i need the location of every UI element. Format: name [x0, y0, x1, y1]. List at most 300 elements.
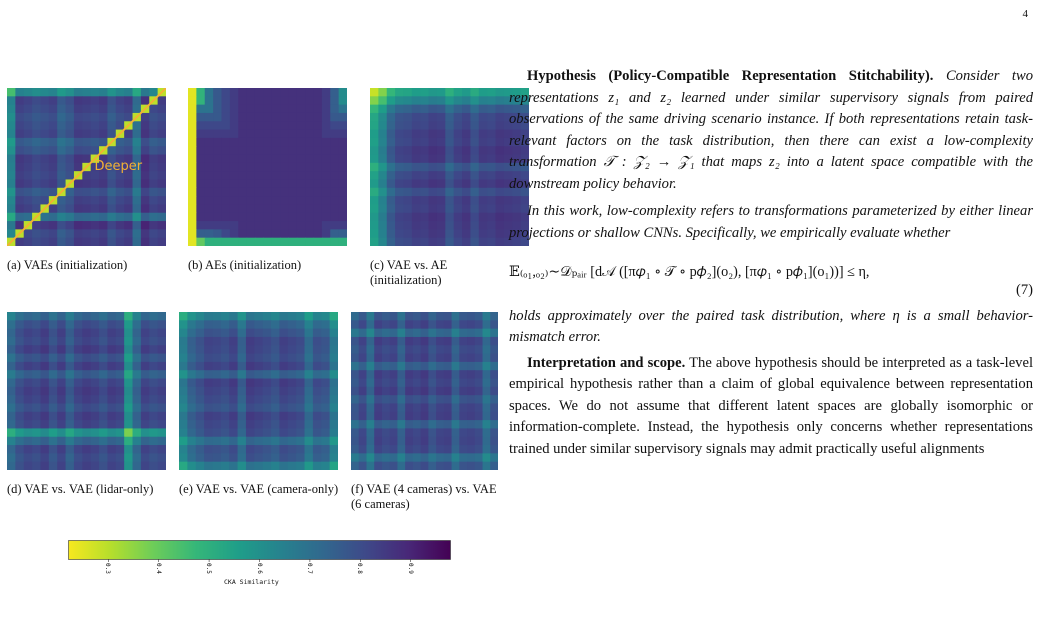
- heatmap-cell: [271, 395, 280, 404]
- heatmap-svg: [7, 312, 166, 470]
- heatmap-cell: [390, 320, 398, 329]
- heatmap-cell: [305, 420, 314, 429]
- heatmap-cell: [405, 362, 413, 371]
- heatmap-cell: [49, 320, 58, 329]
- heatmap-cell: [467, 437, 475, 446]
- heatmap-cell: [32, 179, 41, 188]
- heatmap-cell: [116, 138, 125, 147]
- heatmap-cell: [221, 105, 230, 114]
- heatmap-cell: [179, 428, 188, 437]
- heatmap-cell: [496, 138, 505, 147]
- heatmap-cell: [213, 96, 222, 105]
- heatmap-cell: [221, 238, 230, 246]
- heatmap-cell: [124, 179, 133, 188]
- heatmap-cell: [475, 362, 483, 371]
- heatmap-cell: [158, 354, 166, 363]
- heatmap-cell: [196, 88, 205, 97]
- heatmap-cell: [255, 204, 264, 213]
- heatmap-cell: [66, 345, 75, 354]
- heatmap-cell: [32, 428, 41, 437]
- heatmap-cell: [378, 229, 387, 238]
- heatmap-cell: [158, 238, 166, 246]
- heatmap-cell: [179, 387, 188, 396]
- heatmap-cell: [99, 362, 108, 371]
- heatmap-cell: [82, 370, 91, 379]
- heatmap-cell: [32, 412, 41, 421]
- heatmap-cell: [133, 312, 142, 321]
- heatmap-cell: [271, 320, 280, 329]
- heatmap-cell: [15, 362, 24, 371]
- heatmap-cell: [24, 395, 33, 404]
- heatmap-cell: [297, 163, 306, 172]
- heatmap-cell: [74, 221, 83, 230]
- heatmap-cell: [149, 138, 158, 147]
- heatmap-cell: [403, 213, 412, 222]
- heatmap-cell: [158, 370, 166, 379]
- heatmap-cell: [496, 130, 505, 139]
- heatmap-cell: [158, 188, 166, 197]
- heatmap-cell: [221, 221, 230, 230]
- heatmap-cell: [297, 155, 306, 164]
- heatmap-cell: [395, 213, 404, 222]
- heatmap-cell: [196, 229, 205, 238]
- heatmap-cell: [15, 462, 24, 470]
- heatmap-cell: [255, 146, 264, 155]
- heatmap-cell: [378, 221, 387, 230]
- heatmap-cell: [428, 403, 436, 412]
- heatmap-cell: [238, 337, 247, 346]
- heatmap-cell: [263, 329, 272, 338]
- heatmap-cell: [99, 312, 108, 321]
- heatmap-cell: [403, 138, 412, 147]
- heatmap-cell: [496, 204, 505, 213]
- heatmap-cell: [454, 130, 463, 139]
- heatmap-cell: [462, 229, 471, 238]
- heatmap-cell: [462, 88, 471, 97]
- heatmap-cell: [445, 138, 454, 147]
- heatmap-cell: [413, 445, 421, 454]
- heatmap-cell: [246, 428, 255, 437]
- heatmap-cell: [49, 329, 58, 338]
- heatmap-cell: [437, 213, 446, 222]
- heatmap-cell: [40, 462, 49, 470]
- heatmap-cell: [40, 105, 49, 114]
- heatmap-cell: [124, 105, 133, 114]
- heatmap-cell: [322, 238, 331, 246]
- heatmap-cell: [467, 354, 475, 363]
- heatmap-cell: [74, 138, 83, 147]
- heatmap-cell: [32, 462, 41, 470]
- heatmap-cell: [221, 196, 230, 205]
- heatmap-cell: [124, 403, 133, 412]
- heatmap-cell: [107, 196, 116, 205]
- heatmap-cell: [387, 130, 396, 139]
- heatmap-cell: [196, 370, 205, 379]
- heatmap-cell: [459, 370, 467, 379]
- heatmap-cell: [158, 105, 166, 114]
- heatmap-cell: [99, 370, 108, 379]
- heatmap-cell: [74, 96, 83, 105]
- heatmap-cell: [221, 113, 230, 122]
- heatmap-cell: [196, 320, 205, 329]
- heatmap-cell: [483, 395, 491, 404]
- heatmap-cell: [40, 188, 49, 197]
- heatmap-cell: [246, 420, 255, 429]
- heatmap-cell: [74, 428, 83, 437]
- heatmap-cell: [330, 445, 338, 454]
- heatmap-cell: [32, 196, 41, 205]
- page-number: 4: [1022, 8, 1028, 20]
- heatmap-cell: [330, 370, 338, 379]
- heatmap-cell: [238, 370, 247, 379]
- heatmap-cell: [397, 462, 405, 470]
- heatmap-cell: [387, 138, 396, 147]
- heatmap-cell: [32, 221, 41, 230]
- heatmap-cell: [57, 420, 66, 429]
- heatmap-cell: [263, 337, 272, 346]
- heatmap-cell: [452, 403, 460, 412]
- heatmap-cell: [297, 138, 306, 147]
- heatmap-cell: [15, 370, 24, 379]
- heatmap-cell: [32, 395, 41, 404]
- heatmap-cell: [15, 320, 24, 329]
- heatmap-cell: [279, 312, 288, 321]
- heatmap-cell: [351, 428, 359, 437]
- heatmap-cell: [288, 88, 297, 97]
- heatmap-cell: [370, 105, 379, 114]
- heatmap-cell: [483, 329, 491, 338]
- heatmap-cell: [7, 370, 16, 379]
- heatmap-cell: [313, 403, 322, 412]
- heatmap-cell: [57, 155, 66, 164]
- heatmap-cell: [467, 312, 475, 321]
- heatmap-cell: [305, 96, 314, 105]
- heatmap-cell: [412, 171, 421, 180]
- heatmap-cell: [179, 437, 188, 446]
- heatmap-cell: [24, 163, 33, 172]
- heatmap-cell: [158, 171, 166, 180]
- heatmap-cell: [124, 312, 133, 321]
- heatmap-cell: [413, 453, 421, 462]
- heatmap-cell: [188, 229, 197, 238]
- heatmap-cell: [196, 179, 205, 188]
- heatmap-cell: [459, 329, 467, 338]
- heatmap-cell: [444, 420, 452, 429]
- heatmap-cell: [187, 387, 196, 396]
- heatmap-cell: [454, 229, 463, 238]
- heatmap-cell: [254, 370, 263, 379]
- heatmap-cell: [187, 437, 196, 446]
- heatmap-cell: [133, 88, 142, 97]
- heatmap-cell: [263, 146, 272, 155]
- heatmap-cell: [297, 121, 306, 130]
- heatmap-cell: [133, 395, 142, 404]
- heatmap-cell: [158, 412, 166, 421]
- heatmap-cell: [91, 462, 100, 470]
- heatmap-cell: [459, 420, 467, 429]
- heatmap-cell: [116, 179, 125, 188]
- heatmap-cell: [213, 229, 222, 238]
- heatmap-cell: [40, 395, 49, 404]
- heatmap-cell: [421, 453, 429, 462]
- heatmap-cell: [378, 196, 387, 205]
- heatmap-cell: [74, 462, 83, 470]
- heatmap-cell: [82, 387, 91, 396]
- heatmap-cell: [149, 412, 158, 421]
- heatmap-cell: [66, 130, 75, 139]
- heatmap-cell: [272, 171, 281, 180]
- heatmap-cell: [374, 403, 382, 412]
- heatmap-cell: [179, 370, 188, 379]
- heatmap-cell: [382, 379, 390, 388]
- heatmap-cell: [321, 412, 330, 421]
- heatmap-cell: [437, 171, 446, 180]
- heatmap-cell: [238, 462, 247, 470]
- heatmap-cell: [403, 204, 412, 213]
- heatmap-cell: [459, 379, 467, 388]
- heatmap-cell: [374, 445, 382, 454]
- heatmap-cell: [305, 395, 314, 404]
- heatmap-cell: [462, 96, 471, 105]
- heatmap-cell: [49, 171, 58, 180]
- heatmap-cell: [263, 105, 272, 114]
- heatmap-cell: [475, 370, 483, 379]
- heatmap-cell: [445, 96, 454, 105]
- heatmap-cell: [66, 420, 75, 429]
- heatmap-cell: [279, 362, 288, 371]
- heatmap-cell: [445, 179, 454, 188]
- heatmap-cell: [124, 238, 133, 246]
- heatmap-cell: [99, 179, 108, 188]
- heatmap-cell: [205, 121, 214, 130]
- heatmap-cell: [230, 130, 239, 139]
- heatmap-cell: [420, 138, 429, 147]
- heatmap-cell: [247, 105, 256, 114]
- heatmap-cell: [490, 320, 498, 329]
- heatmap-cell: [263, 163, 272, 172]
- colorbar-label: CKA Similarity: [224, 578, 279, 586]
- heatmap-cell: [141, 420, 150, 429]
- heatmap-cell: [490, 312, 498, 321]
- heatmap-cell: [330, 345, 338, 354]
- heatmap-cell: [470, 221, 479, 230]
- heatmap-cell: [370, 188, 379, 197]
- heatmap-cell: [40, 329, 49, 338]
- heatmap-cell: [339, 121, 347, 130]
- heatmap-cell: [387, 113, 396, 122]
- heatmap-cell: [459, 462, 467, 470]
- heatmap-cell: [57, 445, 66, 454]
- heatmap-cell: [395, 179, 404, 188]
- heatmap-cell: [305, 171, 314, 180]
- heatmap-cell: [196, 113, 205, 122]
- heatmap-cell: [49, 395, 58, 404]
- heatmap-cell: [321, 428, 330, 437]
- heatmap-cell: [7, 221, 16, 230]
- heatmap-cell: [15, 138, 24, 147]
- heatmap-cell: [437, 163, 446, 172]
- heatmap-cell: [313, 462, 322, 470]
- heatmap-cell: [382, 362, 390, 371]
- heatmap-cell: [382, 420, 390, 429]
- heatmap-cell: [254, 320, 263, 329]
- heatmap-cell: [238, 387, 247, 396]
- heatmap-cell: [279, 437, 288, 446]
- heatmap-cell: [475, 445, 483, 454]
- heatmap-cell: [205, 130, 214, 139]
- heatmap-cell: [149, 179, 158, 188]
- heatmap-cell: [470, 229, 479, 238]
- heatmap-cell: [296, 362, 305, 371]
- heatmap-cell: [330, 171, 339, 180]
- heatmap-cell: [15, 379, 24, 388]
- heatmap-cell: [390, 428, 398, 437]
- heatmap-cell: [40, 121, 49, 130]
- heatmap-cell: [428, 387, 436, 396]
- heatmap-cell: [91, 179, 100, 188]
- heatmap-cell: [390, 412, 398, 421]
- heatmap-cell: [116, 229, 125, 238]
- heatmap-cell: [263, 238, 272, 246]
- heatmap-cell: [462, 213, 471, 222]
- heatmap-cell: [141, 204, 150, 213]
- heatmap-cell: [7, 146, 16, 155]
- heatmap-cell: [454, 221, 463, 230]
- heatmap-cell: [272, 88, 281, 97]
- heatmap-cell: [444, 320, 452, 329]
- heatmap-cell: [288, 312, 297, 321]
- heatmap-cell: [272, 229, 281, 238]
- heatmap-cell: [24, 329, 33, 338]
- heatmap-cell: [116, 387, 125, 396]
- heatmap-cell: [133, 437, 142, 446]
- heatmap-cell: [40, 229, 49, 238]
- heatmap-cell: [403, 188, 412, 197]
- heatmap-cell: [149, 105, 158, 114]
- heatmap-cell: [133, 462, 142, 470]
- heatmap-cell: [462, 221, 471, 230]
- heatmap-cell: [255, 130, 264, 139]
- heatmap-cell: [221, 437, 230, 446]
- heatmap-cell: [366, 462, 374, 470]
- heatmap-cell: [205, 113, 214, 122]
- heatmap-cell: [82, 213, 91, 222]
- heatmap-cell: [330, 96, 339, 105]
- heatmap-cell: [221, 155, 230, 164]
- heatmap-cell: [158, 395, 166, 404]
- heatmap-cell: [32, 420, 41, 429]
- heatmap-cell: [412, 155, 421, 164]
- heatmap-cell: [158, 146, 166, 155]
- heatmap-cell: [459, 412, 467, 421]
- heatmap-cell: [254, 445, 263, 454]
- heatmap-cell: [314, 229, 323, 238]
- heatmap-cell: [179, 412, 188, 421]
- heatmap-cell: [272, 204, 281, 213]
- heatmap-cell: [74, 146, 83, 155]
- heatmap-cell: [421, 420, 429, 429]
- heatmap-cell: [40, 113, 49, 122]
- heatmap-cell: [149, 345, 158, 354]
- heatmap-cell: [32, 453, 41, 462]
- heatmap-cell: [149, 362, 158, 371]
- heatmap-cell: [305, 412, 314, 421]
- heatmap-cell: [133, 412, 142, 421]
- heatmap-cell: [230, 204, 239, 213]
- heatmap-cell: [296, 445, 305, 454]
- heatmap-cell: [330, 387, 338, 396]
- heatmap-cell: [99, 462, 108, 470]
- heatmap-cell: [351, 412, 359, 421]
- heatmap-cell: [487, 179, 496, 188]
- heatmap-cell: [107, 213, 116, 222]
- heatmap-cell: [82, 196, 91, 205]
- heatmap-cell: [133, 329, 142, 338]
- heatmap-cell: [32, 229, 41, 238]
- caption-b: (b) AEs (initialization): [188, 258, 302, 272]
- heatmap-cell: [420, 146, 429, 155]
- heatmap-cell: [305, 121, 314, 130]
- heatmap-cell: [395, 155, 404, 164]
- heatmap-cell: [429, 105, 438, 114]
- heatmap-cell: [238, 196, 247, 205]
- heatmap-cell: [330, 420, 338, 429]
- heatmap-cell: [188, 221, 197, 230]
- heatmap-cell: [330, 155, 339, 164]
- heatmap-cell: [313, 445, 322, 454]
- heatmap-cell: [57, 345, 66, 354]
- heatmap-cell: [107, 329, 116, 338]
- heatmap-cell: [475, 345, 483, 354]
- heatmap-cell: [397, 312, 405, 321]
- heatmap-cell: [91, 146, 100, 155]
- heatmap-cell: [188, 171, 197, 180]
- heatmap-cell: [107, 204, 116, 213]
- heatmap-cell: [133, 229, 142, 238]
- heatmap-cell: [382, 387, 390, 396]
- heatmap-cell: [196, 188, 205, 197]
- heatmap-cell: [462, 146, 471, 155]
- heatmap-cell: [141, 345, 150, 354]
- heatmap-cell: [321, 379, 330, 388]
- heatmap-cell: [271, 345, 280, 354]
- heatmap-cell: [116, 362, 125, 371]
- heatmap-cell: [133, 420, 142, 429]
- equation-7: [509, 262, 1033, 302]
- heatmap-cell: [221, 362, 230, 371]
- heatmap-cell: [322, 204, 331, 213]
- heatmap-cell: [263, 445, 272, 454]
- heatmap-cell: [288, 130, 297, 139]
- heatmap-cell: [490, 420, 498, 429]
- heatmap-cell: [49, 437, 58, 446]
- heatmap-cell: [82, 96, 91, 105]
- heatmap-cell: [15, 329, 24, 338]
- heatmap-cell: [188, 179, 197, 188]
- heatmap-cell: [462, 204, 471, 213]
- caption-e: (e) VAE vs. VAE (camera-only): [179, 482, 339, 496]
- heatmap-cell: [15, 437, 24, 446]
- heatmap-cell: [437, 88, 446, 97]
- heatmap-cell: [24, 204, 33, 213]
- heatmap-cell: [57, 395, 66, 404]
- heatmap-cell: [382, 453, 390, 462]
- heatmap-cell: [66, 213, 75, 222]
- heatmap-cell: [487, 146, 496, 155]
- heatmap-cell: [397, 362, 405, 371]
- heatmap-cell: [66, 462, 75, 470]
- heatmap-cell: [403, 155, 412, 164]
